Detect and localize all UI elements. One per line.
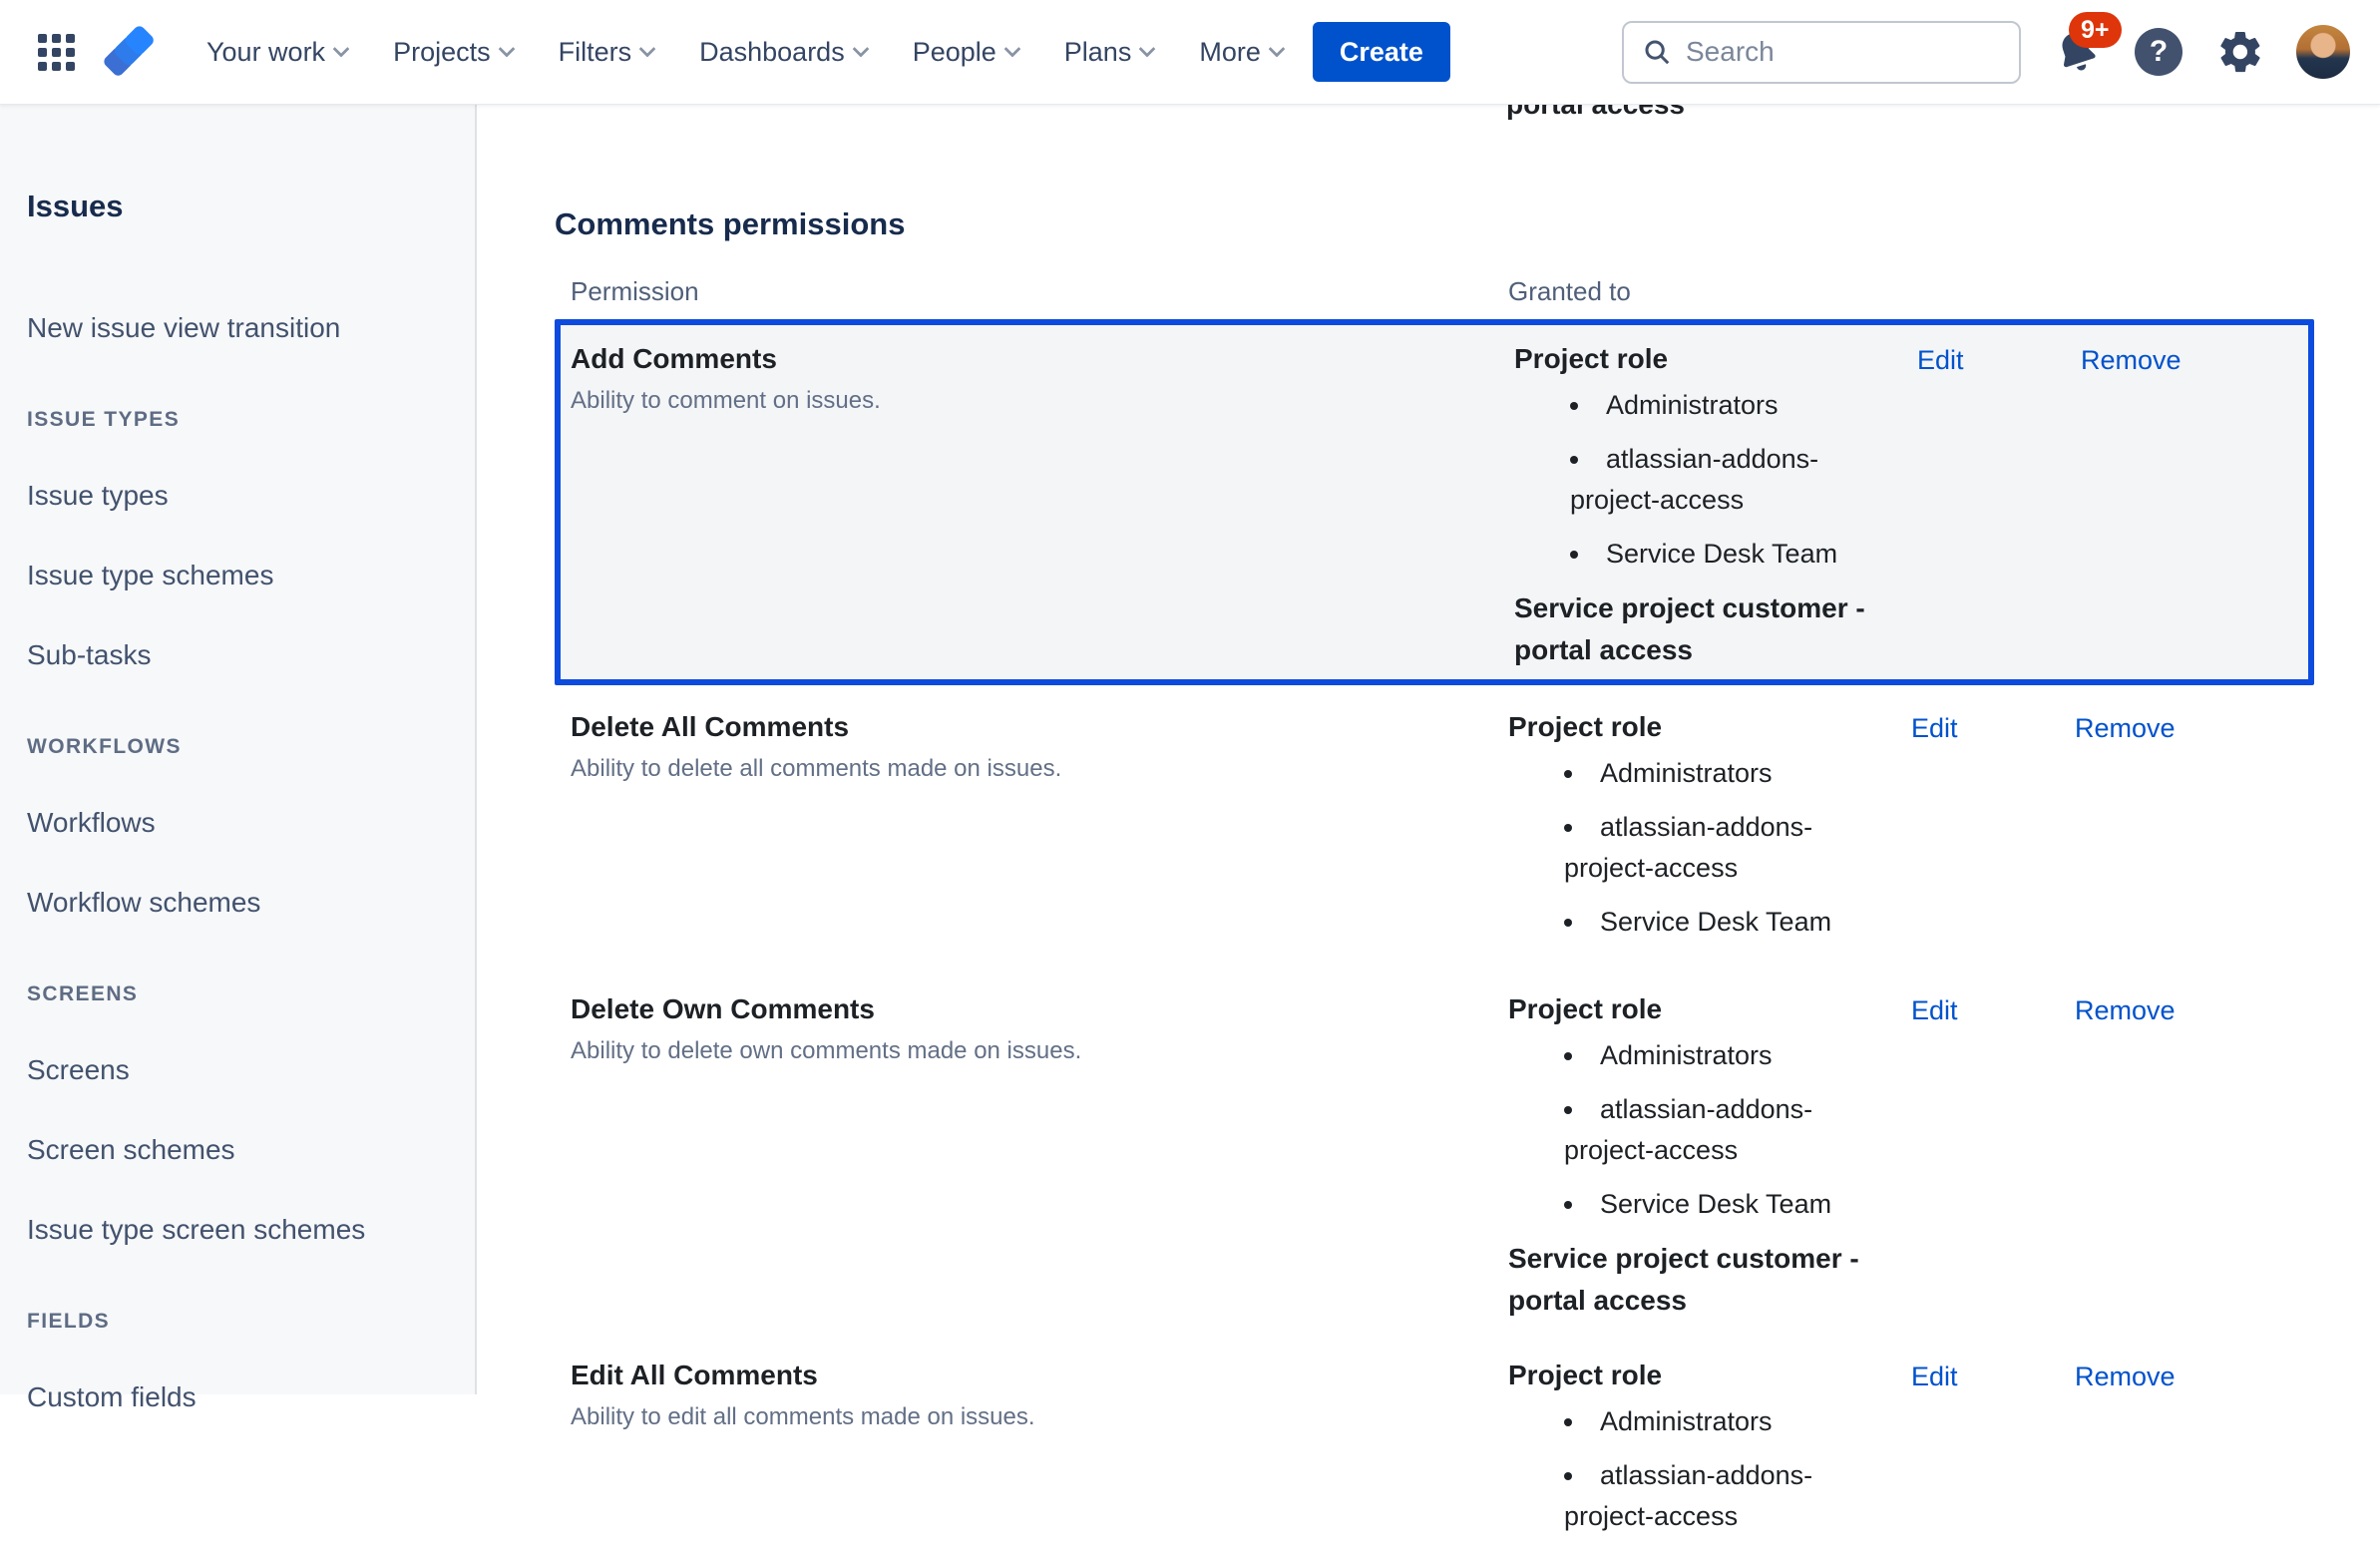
nav-item-people[interactable] xyxy=(897,23,1034,82)
permission-description: Ability to delete all comments made on issues. xyxy=(571,755,1062,782)
nav-menu-item-label: Dashboards xyxy=(699,36,845,67)
permission-cell xyxy=(571,343,1514,671)
nav-menu-item-label: People xyxy=(912,36,996,67)
chevron-down-icon xyxy=(1003,41,1020,58)
app-switcher-icon[interactable] xyxy=(38,34,75,71)
remove-link[interactable]: Remove xyxy=(2075,713,2176,743)
sidebar-group-header: FIELDS xyxy=(27,1310,111,1333)
edit-link[interactable]: Edit xyxy=(1917,345,1964,375)
granted-to-cell xyxy=(1508,711,1899,956)
nav-menu-item-label: Your work xyxy=(206,36,326,67)
permission-description: Ability to delete own comments made on issues. xyxy=(571,1037,1082,1064)
settings-gear-icon xyxy=(2216,28,2264,76)
remove-link[interactable]: Remove xyxy=(2081,345,2182,375)
permission-row-delete-own-comments xyxy=(555,972,2314,1334)
nav-menu xyxy=(191,23,1299,82)
granted-type-label: Project role xyxy=(1508,1360,1663,1390)
granted-role: • Administrators xyxy=(1570,385,1905,426)
help-button[interactable] xyxy=(2133,26,2184,78)
permission-row-edit-all-comments xyxy=(555,1338,2314,1562)
chevron-down-icon xyxy=(1139,41,1156,58)
granted-to-cell xyxy=(1508,1360,1899,1550)
notification-count-badge: 9+ xyxy=(2069,12,2122,48)
remove-cell xyxy=(2071,993,2270,1322)
granted-role: • atlassian-addons-project-access xyxy=(1570,439,1905,521)
sidebar-item-issue-type-schemes[interactable]: Issue type schemes xyxy=(27,560,274,590)
granted-role: • Administrators xyxy=(1564,1035,1899,1076)
granted-role: • Administrators xyxy=(1564,1401,1899,1442)
edit-link[interactable]: Edit xyxy=(1911,1362,1958,1391)
chevron-down-icon xyxy=(498,41,515,58)
remove-cell xyxy=(2071,711,2270,956)
main-content xyxy=(479,105,2380,1531)
granted-role: • Service Desk Team xyxy=(1564,1184,1899,1225)
sidebar-item-issue-type-screen-schemes[interactable]: Issue type screen schemes xyxy=(27,1214,366,1245)
sidebar-title: Issues xyxy=(27,189,124,223)
remove-cell xyxy=(2071,1360,2270,1550)
remove-cell xyxy=(2077,343,2276,671)
remove-link[interactable]: Remove xyxy=(2075,995,2176,1025)
granted-to-cell xyxy=(1508,993,1899,1322)
sidebar-item-workflows[interactable]: Workflows xyxy=(27,807,156,838)
chevron-down-icon xyxy=(639,41,656,58)
search-icon xyxy=(1642,37,1672,67)
notifications-button[interactable] xyxy=(2051,16,2110,78)
permission-cell xyxy=(571,711,1508,956)
nav-item-plans[interactable] xyxy=(1048,23,1170,82)
granted-role: • atlassian-addons-project-access xyxy=(1564,1455,1899,1537)
permission-row-delete-all-comments xyxy=(555,689,2314,968)
sidebar-group-header: ISSUE TYPES xyxy=(27,408,181,431)
granted-role: • Service Desk Team xyxy=(1570,534,1905,575)
table-header-row xyxy=(555,276,2314,307)
granted-type-label: Project role xyxy=(1514,343,1669,374)
granted-roles-list xyxy=(1508,1035,1899,1225)
granted-extra-label: Service project customer - portal access xyxy=(1514,592,1865,665)
permission-name: Delete All Comments xyxy=(571,711,850,742)
nav-item-filters[interactable] xyxy=(543,23,670,82)
edit-link[interactable]: Edit xyxy=(1911,995,1958,1025)
sidebar-group-header: WORKFLOWS xyxy=(27,735,182,758)
edit-cell xyxy=(1905,343,2077,671)
permission-name: Edit All Comments xyxy=(571,1360,818,1390)
sidebar-item-workflow-schemes[interactable]: Workflow schemes xyxy=(27,887,261,918)
sidebar-item-new-issue-view-transition[interactable]: New issue view transition xyxy=(27,312,341,343)
chevron-down-icon xyxy=(1268,41,1285,58)
search-box[interactable] xyxy=(1622,21,2021,84)
granted-role: • atlassian-addons-project-access xyxy=(1564,807,1899,889)
nav-menu-item-label: Plans xyxy=(1063,36,1132,67)
nav-item-dashboards[interactable] xyxy=(683,23,883,82)
granted-role: • atlassian-addons-project-access xyxy=(1564,1089,1899,1171)
permission-cell xyxy=(571,1360,1508,1550)
remove-link[interactable]: Remove xyxy=(2075,1362,2176,1391)
sidebar-group xyxy=(27,1310,455,1413)
permission-name: Delete Own Comments xyxy=(571,993,875,1024)
sidebar-item-screens[interactable]: Screens xyxy=(27,1054,130,1085)
granted-type-label: Project role xyxy=(1508,711,1663,742)
nav-menu-item-label: More xyxy=(1199,36,1261,67)
sidebar-group xyxy=(27,982,455,1246)
nav-menu-item-label: Projects xyxy=(393,36,491,67)
sidebar-item-issue-types[interactable]: Issue types xyxy=(27,480,169,511)
granted-to-cell xyxy=(1514,343,1905,671)
nav-item-projects[interactable] xyxy=(377,23,529,82)
sidebar-item-screen-schemes[interactable]: Screen schemes xyxy=(27,1134,235,1165)
edit-cell xyxy=(1899,993,2071,1322)
edit-cell xyxy=(1899,711,2071,956)
permission-row-add-comments xyxy=(555,319,2314,685)
column-header-granted-to: Granted to xyxy=(1508,276,1631,306)
help-icon: ? xyxy=(2135,28,2182,76)
chevron-down-icon xyxy=(333,41,350,58)
nav-menu-item-label: Filters xyxy=(558,36,632,67)
permission-cell xyxy=(571,993,1508,1322)
search-input[interactable] xyxy=(1686,36,2001,68)
sidebar-groups xyxy=(27,408,455,1413)
permission-name: Add Comments xyxy=(571,343,777,374)
settings-button[interactable] xyxy=(2214,26,2266,78)
granted-roles-list xyxy=(1508,1401,1899,1537)
jira-logo[interactable] xyxy=(101,21,163,83)
nav-item-more[interactable] xyxy=(1183,23,1299,82)
sidebar-group-header: SCREENS xyxy=(27,982,139,1005)
granted-role: • Service Desk Team xyxy=(1564,902,1899,943)
granted-type-label: Project role xyxy=(1508,993,1663,1024)
permission-description: Ability to comment on issues. xyxy=(571,387,881,414)
sidebar-group xyxy=(27,408,455,671)
sidebar-item-custom-fields[interactable]: Custom fields xyxy=(27,1381,197,1412)
page-title: Comments permissions xyxy=(555,206,906,241)
nav-right-cluster xyxy=(1622,16,2350,84)
granted-roles-list xyxy=(1514,385,1905,575)
create-button[interactable]: Create xyxy=(1313,22,1450,82)
granted-extra-label: Service project customer - portal access xyxy=(1508,1243,1859,1316)
permissions-rows xyxy=(555,319,2314,1562)
edit-cell xyxy=(1899,1360,2071,1550)
edit-link[interactable]: Edit xyxy=(1911,713,1958,743)
permission-description: Ability to edit all comments made on issues. xyxy=(571,1403,1035,1430)
column-header-permission: Permission xyxy=(571,276,699,306)
chevron-down-icon xyxy=(852,41,869,58)
user-avatar[interactable] xyxy=(2296,25,2350,79)
sidebar-group xyxy=(27,735,455,919)
top-navigation-bar xyxy=(0,0,2380,105)
sidebar-item-sub-tasks[interactable]: Sub-tasks xyxy=(27,639,152,670)
granted-role: • Administrators xyxy=(1564,753,1899,794)
nav-item-your-work[interactable] xyxy=(191,23,363,82)
settings-sidebar xyxy=(0,105,477,1412)
granted-roles-list xyxy=(1508,753,1899,943)
